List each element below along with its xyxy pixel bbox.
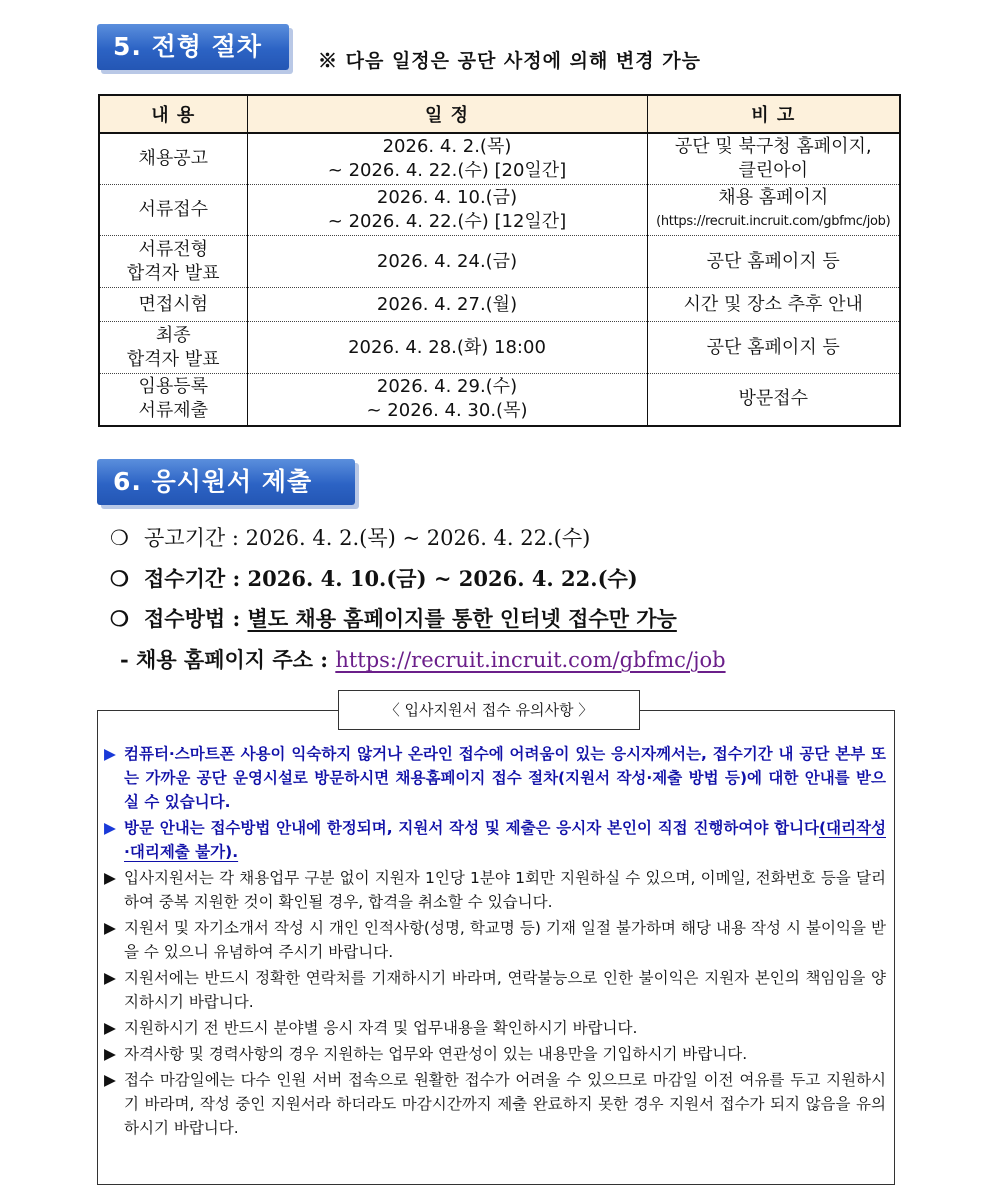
cell-schedule (247, 133, 647, 185)
table-header-row (99, 95, 900, 133)
schedule-table (98, 94, 901, 427)
cell-remarks-url: (https://recruit.incruit.com/gbfmc/job) (656, 214, 891, 229)
note-item (104, 866, 886, 914)
cell-remarks-line: 공단 및 북구청 홈페이지, (674, 136, 872, 157)
cell-remarks-line: 공단 홈페이지 등 (706, 336, 840, 358)
cell-remarks (647, 236, 900, 288)
note-text: 입사지원서는 각 채용업무 구분 없이 지원자 1인당 1분야 1회만 지원하실 수 있으며, 이메일, 전화번호 등을 달리하여 중복 지원한 것이 확인될 경우, 합격을 취소할 수 있습니다. (124, 869, 886, 911)
note-text: 자격사항 및 경력사항의 경우 지원하는 업무와 연관성이 있는 내용만을 기입하시기 바랍니다. (124, 1045, 748, 1063)
section-5-title: 5. 전형 절차 (97, 24, 289, 70)
cell-remarks (647, 374, 900, 426)
cell-item (99, 322, 247, 374)
cell-schedule (247, 374, 647, 426)
circle-bullet-icon: ❍ (110, 566, 129, 591)
cell-item-line: 서류접수 (138, 199, 209, 220)
arrow-bullet-icon: ▶ (104, 745, 116, 763)
cell-remarks-line: 채용 홈페이지 (718, 187, 829, 208)
posting-period-label: 공고기간 : (144, 526, 239, 550)
note-text: 컴퓨터·스마트폰 사용이 익숙하지 않거나 온라인 접수에 어려움이 있는 응시자께서는, 접수기간 내 공단 본부 또는 가까운 공단 운영시설로 방문하시면 채용홈페이지 접수 절차(지원서 작성·제출 방법 등)에 대한 안내를 받으실 수 있습니다. (124, 745, 886, 811)
arrow-bullet-icon: ▶ (104, 1045, 116, 1063)
note-item (104, 816, 886, 864)
posting-period-value: 2026. 4. 2.(목) ~ 2026. 4. 22.(수) (245, 526, 591, 550)
notes-box-title: 〈 입사지원서 접수 유의사항 〉 (338, 690, 640, 730)
cell-schedule-line: 2026. 4. 2.(목) (382, 136, 512, 157)
cell-remarks-line: 시간 및 장소 추후 안내 (683, 293, 863, 315)
cell-item (99, 185, 247, 236)
cell-item-line: 최종 (155, 324, 191, 346)
homepage-link[interactable]: https://recruit.incruit.com/gbfmc/job (335, 648, 726, 672)
receipt-method (110, 603, 677, 633)
cell-remarks (647, 288, 900, 322)
arrow-bullet-icon: ▶ (104, 1019, 116, 1037)
circle-bullet-icon: ❍ (110, 526, 129, 550)
cell-remarks-line: 클린아이 (738, 160, 809, 181)
note-text: 접수 마감일에는 다수 인원 서버 접속으로 원활한 접수가 어려울 수 있으므로 마감일 이전 여유를 두고 지원하시기 바라며, 작성 중인 지원서라 하더라도 마감시간까지 제출 완료하지 못한 경우 지원서 접수가 되지 않음을 유의하시기 바랍니다. (124, 1071, 886, 1137)
cell-item (99, 133, 247, 185)
note-item (104, 916, 886, 964)
header-content: 내 용 (99, 95, 247, 133)
table-row (99, 185, 900, 236)
arrow-bullet-icon: ▶ (104, 1071, 116, 1089)
arrow-bullet-icon: ▶ (104, 819, 116, 837)
cell-schedule (247, 288, 647, 322)
receipt-period (110, 563, 638, 593)
note-item (104, 742, 886, 814)
receipt-period-value: 2026. 4. 10.(금) ~ 2026. 4. 22.(수) (247, 566, 638, 591)
cell-schedule (247, 322, 647, 374)
table-row (99, 322, 900, 374)
cell-schedule-line: 2026. 4. 29.(수) (376, 376, 518, 398)
table-row (99, 133, 900, 185)
arrow-bullet-icon: ▶ (104, 969, 116, 987)
cell-item-line: 채용공고 (138, 148, 209, 169)
note-underlined-text: (대리작성·대리제출 불가). (124, 819, 886, 861)
homepage-label: - 채용 홈페이지 주소 : (120, 647, 328, 672)
cell-schedule (247, 185, 647, 236)
note-text: 지원서에는 반드시 정확한 연락처를 기재하시기 바라며, 연락불능으로 인한 불이익은 지원자 본인의 책임임을 양지하시기 바랍니다. (124, 969, 886, 1011)
cell-item-line: 면접시험 (138, 293, 209, 315)
cell-schedule-line: ~ 2026. 4. 22.(수) [12일간] (327, 211, 567, 232)
table-row (99, 374, 900, 426)
cell-schedule-line: ~ 2026. 4. 22.(수) [20일간] (327, 160, 567, 181)
table-row (99, 236, 900, 288)
circle-bullet-icon: ❍ (110, 606, 129, 631)
arrow-bullet-icon: ▶ (104, 919, 116, 937)
note-text: 지원서 및 자기소개서 작성 시 개인 인적사항(성명, 학교명 등) 기재 일절 불가하며 해당 내용 작성 시 불이익을 받을 수 있으니 유념하여 주시기 바랍니다. (124, 919, 886, 961)
receipt-method-value: 별도 채용 홈페이지를 통한 인터넷 접수만 가능 (247, 606, 677, 631)
cell-schedule-line: 2026. 4. 10.(금) (376, 187, 518, 208)
cell-schedule (247, 236, 647, 288)
note-item (104, 1068, 886, 1140)
cell-remarks (647, 322, 900, 374)
cell-schedule-line: 2026. 4. 28.(화) 18:00 (348, 336, 546, 358)
notes-list (104, 742, 886, 1142)
note-text: 방문 안내는 접수방법 안내에 한정되며, 지원서 작성 및 제출은 응시자 본인이 직접 진행하여야 합니다 (124, 819, 820, 837)
receipt-period-label: 접수기간 : (144, 566, 241, 591)
cell-remarks-line: 방문접수 (738, 388, 809, 410)
posting-period (110, 522, 590, 552)
homepage-address (120, 644, 726, 674)
receipt-method-label: 접수방법 : (144, 606, 241, 631)
cell-item (99, 288, 247, 322)
header-remarks: 비 고 (647, 95, 900, 133)
note-item (104, 966, 886, 1014)
note-item (104, 1042, 886, 1066)
cell-item (99, 236, 247, 288)
cell-schedule-line: 2026. 4. 24.(금) (376, 250, 518, 272)
cell-schedule-line: ~ 2026. 4. 30.(목) (366, 400, 528, 422)
cell-remarks (647, 185, 900, 236)
cell-item-line: 서류전형 (138, 238, 209, 260)
cell-item-line: 임용등록 (138, 376, 209, 398)
note-text: 지원하시기 전 반드시 분야별 응시 자격 및 업무내용을 확인하시기 바랍니다. (124, 1019, 638, 1037)
note-item (104, 1016, 886, 1040)
section-6-title: 6. 응시원서 제출 (97, 459, 355, 505)
cell-schedule-line: 2026. 4. 27.(월) (376, 293, 518, 315)
cell-item (99, 374, 247, 426)
table-row (99, 288, 900, 322)
arrow-bullet-icon: ▶ (104, 869, 116, 887)
cell-remarks (647, 133, 900, 185)
cell-item-line: 서류제출 (138, 400, 209, 422)
cell-item-line: 합격자 발표 (126, 262, 220, 284)
header-schedule: 일 정 (247, 95, 647, 133)
cell-remarks-line: 공단 홈페이지 등 (706, 250, 840, 272)
schedule-change-notice: ※ 다음 일정은 공단 사정에 의해 변경 가능 (318, 50, 701, 72)
cell-item-line: 합격자 발표 (126, 348, 220, 370)
